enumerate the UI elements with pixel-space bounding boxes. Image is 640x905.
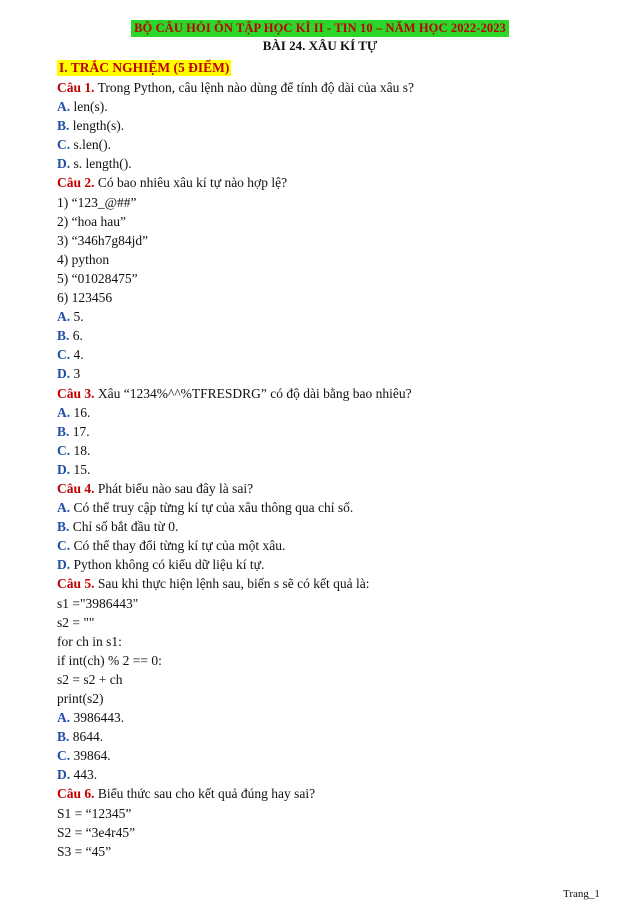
question-stem	[57, 479, 597, 498]
answer-option	[57, 536, 597, 555]
option-letter: B.	[57, 423, 70, 439]
answer-option	[57, 135, 597, 154]
question-number: Câu 6.	[57, 786, 95, 802]
option-text: 16.	[70, 404, 91, 420]
option-text: 6.	[69, 328, 83, 344]
answer-option	[57, 746, 597, 765]
option-letter: C.	[57, 442, 71, 458]
question-stem	[57, 384, 597, 403]
question-stem	[57, 574, 597, 593]
question-line: S1 = “12345”	[57, 805, 132, 821]
question-line: 2) “hoa hau”	[57, 213, 126, 229]
section-heading: I. TRẮC NGHIỆM (5 ĐIỂM)	[59, 60, 230, 75]
question-line: S2 = “3e4r45”	[57, 824, 136, 840]
question-text: Trong Python, câu lệnh nào dùng để tính độ dài của xâu s?	[94, 80, 414, 95]
option-text: Có thể truy cập từng kí tự của xâu thông qua chỉ số.	[70, 500, 354, 516]
question-number: Câu 5.	[57, 576, 95, 592]
question-line: if int(ch) % 2 == 0:	[57, 652, 162, 668]
option-letter: A.	[57, 404, 71, 420]
option-text: 3986443.	[70, 710, 125, 726]
answer-option	[57, 154, 597, 173]
lesson-title: BÀI 24. XÂU KÍ TỰ	[262, 38, 378, 53]
answer-option	[57, 727, 597, 746]
option-letter: B.	[57, 519, 70, 535]
option-text: 443.	[70, 767, 98, 783]
answer-option	[57, 403, 597, 422]
option-letter: A.	[57, 309, 71, 325]
answer-option	[57, 97, 597, 116]
answer-option	[57, 765, 597, 784]
option-letter: D.	[57, 461, 71, 477]
answer-option	[57, 498, 597, 517]
option-text: 39864.	[70, 748, 111, 764]
option-text: length(s).	[69, 118, 125, 134]
question-number: Câu 2.	[57, 175, 95, 191]
question-line: S3 = “45”	[57, 843, 112, 859]
option-letter: B.	[57, 328, 70, 344]
option-text: 18.	[70, 442, 91, 458]
option-letter: D.	[57, 366, 71, 382]
question-line: 1) “123_@##”	[57, 194, 137, 210]
question-list	[57, 78, 597, 861]
option-text: Có thể thay đổi từng kí tự của một xâu.	[70, 538, 286, 554]
option-text: s.len().	[70, 137, 111, 153]
question-line: for ch in s1:	[57, 633, 122, 649]
answer-option	[57, 441, 597, 460]
question-text: Có bao nhiêu xâu kí tự nào hợp lệ?	[94, 175, 288, 191]
option-letter: C.	[57, 347, 71, 363]
answer-option	[57, 422, 597, 441]
question-line: 5) “01028475”	[57, 270, 138, 286]
page-number: Trang_1	[563, 888, 600, 900]
answer-option	[57, 460, 597, 479]
answer-option	[57, 517, 597, 536]
option-text: 5.	[70, 309, 84, 325]
question-line: 6) 123456	[57, 290, 113, 306]
question-stem	[57, 78, 597, 97]
question-line: 3) “346h7g84jd”	[57, 232, 149, 248]
option-letter: C.	[57, 748, 71, 764]
option-text: 17.	[69, 423, 90, 439]
answer-option	[57, 555, 597, 574]
question-stem	[57, 784, 597, 803]
option-text: 3	[70, 366, 81, 382]
option-letter: A.	[57, 710, 71, 726]
question-line: s2 = s2 + ch	[57, 671, 123, 687]
option-letter: B.	[57, 118, 70, 134]
question-line: print(s2)	[57, 691, 104, 706]
option-text: 4.	[70, 347, 84, 363]
question-number: Câu 3.	[57, 385, 95, 401]
option-text: 8644.	[69, 729, 104, 745]
question-line: 4) python	[57, 251, 110, 267]
option-text: 15.	[70, 461, 91, 477]
question-text: Sau khi thực hiện lệnh sau, biến s sẽ có kết quả là:	[94, 576, 370, 592]
option-letter: A.	[57, 99, 71, 115]
answer-option	[57, 364, 597, 383]
option-letter: D.	[57, 156, 71, 172]
question-stem	[57, 173, 597, 192]
answer-option	[57, 116, 597, 135]
answer-option	[57, 326, 597, 345]
question-text: Biểu thức sau cho kết quả đúng hay sai?	[94, 786, 316, 802]
option-letter: C.	[57, 538, 71, 554]
answer-option	[57, 345, 597, 364]
question-line: s1 ="3986443"	[57, 595, 139, 611]
option-letter: D.	[57, 557, 71, 573]
answer-option	[57, 307, 597, 326]
option-letter: A.	[57, 500, 71, 516]
option-letter: B.	[57, 729, 70, 745]
option-text: len(s).	[70, 99, 108, 115]
option-text: s. length().	[70, 156, 132, 172]
answer-option	[57, 708, 597, 727]
document-title: BỘ CÂU HỎI ÔN TẬP HỌC KÌ II - TIN 10 – NĂM HỌC 2022-2023	[131, 20, 509, 37]
title-container	[0, 19, 640, 37]
option-text: Chỉ số bắt đầu từ 0.	[69, 519, 179, 535]
question-text: Xâu “1234%^^%TFRESDRG” có độ dài bằng bao nhiêu?	[94, 385, 412, 401]
question-number: Câu 4.	[57, 480, 95, 496]
option-text: Python không có kiểu dữ liệu kí tự.	[70, 557, 265, 573]
option-letter: C.	[57, 137, 71, 153]
question-number: Câu 1.	[57, 80, 95, 95]
question-text: Phát biểu nào sau đây là sai?	[94, 480, 254, 496]
option-letter: D.	[57, 767, 71, 783]
question-line: s2 = ""	[57, 614, 95, 630]
